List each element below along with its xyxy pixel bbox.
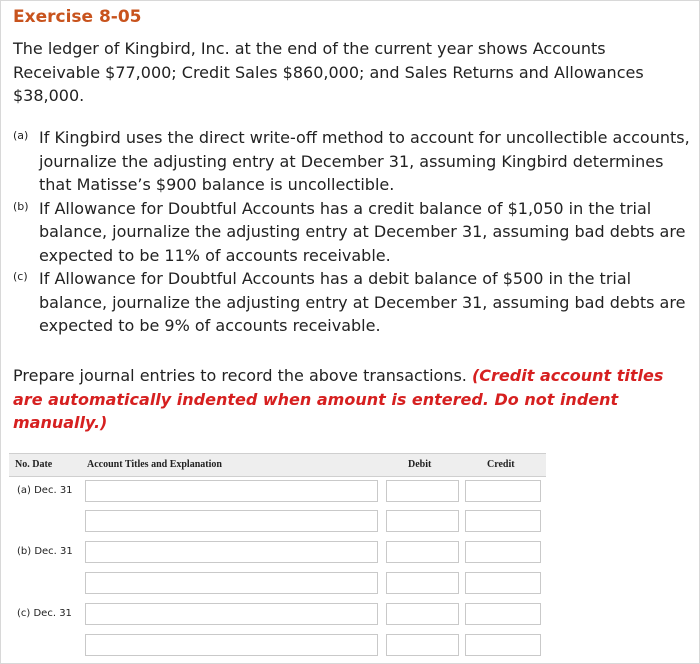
debit-input[interactable] <box>386 510 459 532</box>
account-title-input[interactable] <box>85 510 378 532</box>
account-title-input[interactable] <box>85 572 378 594</box>
account-title-input[interactable] <box>85 634 378 656</box>
entry-date: (a) Dec. 31 <box>17 485 73 496</box>
account-title-input[interactable] <box>85 480 378 502</box>
part-label: (a) <box>13 129 29 142</box>
account-title-input[interactable] <box>85 603 378 625</box>
question-parts <box>13 126 693 338</box>
credit-input[interactable] <box>465 480 541 502</box>
header-debit: Debit <box>408 459 432 470</box>
credit-input[interactable] <box>465 541 541 563</box>
header-account: Account Titles and Explanation <box>87 459 222 470</box>
header-credit: Credit <box>487 459 515 470</box>
instructions <box>13 364 693 435</box>
table-row <box>9 477 546 507</box>
debit-input[interactable] <box>386 634 459 656</box>
header-no-date: No. Date <box>15 459 53 470</box>
part-b <box>13 197 693 268</box>
table-header <box>9 453 546 477</box>
entry-date: (c) Dec. 31 <box>17 608 72 619</box>
credit-input[interactable] <box>465 634 541 656</box>
credit-input[interactable] <box>465 603 541 625</box>
journal-entry-table <box>9 453 546 619</box>
instructions-text: Prepare journal entries to record the above transactions. <box>13 366 467 385</box>
part-c <box>13 267 693 338</box>
credit-input[interactable] <box>465 510 541 532</box>
part-label: (b) <box>13 199 29 213</box>
instructions-note: (Credit account titles are automatically indented when amount is entered. Do not indent manually.) <box>13 366 664 432</box>
account-title-input[interactable] <box>85 541 378 563</box>
table-row <box>9 631 546 661</box>
part-text: If Kingbird uses the direct write-off method to account for uncollectible accounts, journalize the adjusting entry at December 31, assuming Kingbird determines that Matisse’s $900 balance is uncollectible. <box>39 128 690 194</box>
part-text: If Allowance for Doubtful Accounts has a debit balance of $500 in the trial balance, journalize the adjusting entry at December 31, assuming bad debts are expected to be 9% of accounts receivable. <box>39 269 686 335</box>
table-row <box>9 507 546 537</box>
intro-text: The ledger of Kingbird, Inc. at the end of the current year shows Accounts Receivable $77,000; Credit Sales $860,000; and Sales Returns and Allowances $38,000. <box>13 39 644 105</box>
table-row <box>9 569 546 599</box>
debit-input[interactable] <box>386 480 459 502</box>
part-a <box>13 126 693 197</box>
table-row <box>9 538 546 568</box>
exercise-title: Exercise 8-05 <box>13 7 142 27</box>
part-label: (c) <box>13 270 28 283</box>
part-text: If Allowance for Doubtful Accounts has a credit balance of $1,050 in the trial balance, journalize the adjusting entry at December 31, assuming bad debts are expected to be 11% of accounts receivable. <box>39 198 686 265</box>
debit-input[interactable] <box>386 603 459 625</box>
entry-date: (b) Dec. 31 <box>17 546 73 557</box>
debit-input[interactable] <box>386 572 459 594</box>
table-row <box>9 600 546 630</box>
credit-input[interactable] <box>465 572 541 594</box>
debit-input[interactable] <box>386 541 459 563</box>
